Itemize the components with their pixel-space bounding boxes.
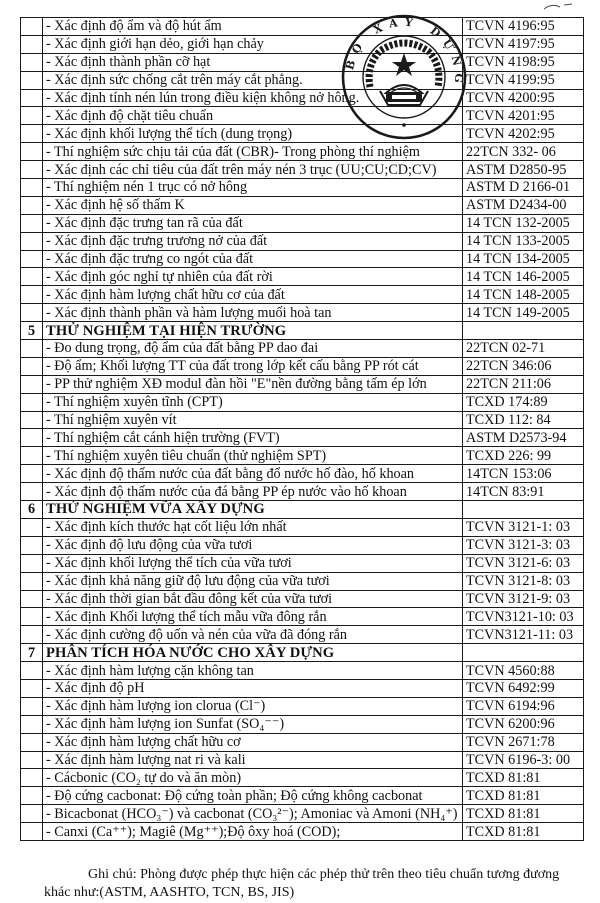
standard-code-cell: 14 TCN 132-2005	[463, 214, 584, 232]
standard-code-cell: TCVN 3121-8: 03	[463, 572, 584, 590]
row-number-cell	[21, 143, 43, 161]
table-row	[21, 787, 584, 805]
standard-code-cell: 14 TCN 149-2005	[463, 304, 584, 322]
table-row	[21, 626, 584, 644]
table-row	[21, 196, 584, 214]
standard-code-cell: 14TCN 153:06	[463, 465, 584, 483]
standard-code-cell: TCVN 3121-1: 03	[463, 518, 584, 536]
standard-code-cell: 14 TCN 134-2005	[463, 250, 584, 268]
table-row	[21, 179, 584, 197]
row-number-cell: 5	[21, 322, 43, 340]
row-number-cell	[21, 286, 43, 304]
table-row	[21, 483, 584, 501]
test-name-cell: - Xác định thành phần cỡ hạt	[43, 53, 463, 71]
standard-code-cell	[463, 322, 584, 340]
table-row	[21, 375, 584, 393]
test-name-cell: - Xác định đặc trưng co ngót của đất	[43, 250, 463, 268]
table-row	[21, 733, 584, 751]
row-number-cell	[21, 214, 43, 232]
test-name-cell: - Xác định hàm lượng ion Sunfat (SO₄⁻⁻)	[43, 715, 463, 733]
pen-mark-icon	[540, 0, 580, 12]
standard-code-cell: TCVN 4200:95	[463, 89, 584, 107]
row-number-cell	[21, 715, 43, 733]
row-number-cell	[21, 662, 43, 680]
standard-code-cell: TCVN 2671:78	[463, 733, 584, 751]
test-name-cell: - Cácbonic (CO₂ tự do và ăn mòn)	[43, 769, 463, 787]
test-name-cell: - PP thử nghiệm XĐ modul đàn hồi "E"nền đường bằng tấm ép lớn	[43, 375, 463, 393]
row-number-cell	[21, 53, 43, 71]
test-name-cell: - Thí nghiệm cắt cánh hiện trường (FVT)	[43, 429, 463, 447]
row-number-cell	[21, 787, 43, 805]
test-name-cell: - Thí nghiệm xuyên tĩnh (CPT)	[43, 393, 463, 411]
table-row	[21, 107, 584, 125]
test-name-cell: - Xác định kích thước hạt cốt liệu lớn nhất	[43, 518, 463, 536]
standard-code-cell: TCVN 3121-6: 03	[463, 554, 584, 572]
standard-code-cell: TCXD 81:81	[463, 805, 584, 823]
stamp-ring-text: BỘ XÂY DỰNG	[343, 15, 466, 91]
standard-code-cell	[463, 644, 584, 662]
row-number-cell	[21, 465, 43, 483]
test-name-cell: - Xác định góc nghỉ tự nhiên của đất rời	[43, 268, 463, 286]
row-number-cell	[21, 626, 43, 644]
standard-code-cell: TCXD 81:81	[463, 787, 584, 805]
table-row	[21, 679, 584, 697]
table-row	[21, 35, 584, 53]
row-number-cell	[21, 447, 43, 465]
row-number-cell	[21, 679, 43, 697]
row-number-cell	[21, 751, 43, 769]
row-number-cell	[21, 375, 43, 393]
row-number-cell	[21, 357, 43, 375]
standard-code-cell: 14 TCN 133-2005	[463, 232, 584, 250]
row-number-cell	[21, 89, 43, 107]
table-row	[21, 161, 584, 179]
table-row	[21, 250, 584, 268]
row-number-cell	[21, 18, 43, 36]
row-number-cell	[21, 608, 43, 626]
test-name-cell: - Đo dung trọng, độ ẩm của đất bằng PP dao đai	[43, 340, 463, 358]
row-number-cell	[21, 518, 43, 536]
standard-code-cell: ASTM D2434-00	[463, 196, 584, 214]
table-row	[21, 393, 584, 411]
table-row	[21, 18, 584, 36]
table-row	[21, 357, 584, 375]
standard-code-cell	[463, 501, 584, 519]
table-row	[21, 286, 584, 304]
test-name-cell: - Xác định thành phần và hàm lượng muối hoà tan	[43, 304, 463, 322]
test-name-cell: - Bicacbonat (HCO₃⁻) và cacbonat (CO₃²⁻); Amoniac và Amoni (NH₄⁺)	[43, 805, 463, 823]
standard-code-cell: TCVN3121-10: 03	[463, 608, 584, 626]
standard-code-cell: 14 TCN 148-2005	[463, 286, 584, 304]
test-name-cell: - Xác định độ chặt tiêu chuẩn	[43, 107, 463, 125]
test-name-cell: - Độ ẩm; Khối lượng TT của đất trong lớp kết cấu bằng PP rót cát	[43, 357, 463, 375]
table-row	[21, 125, 584, 143]
standard-code-cell: TCVN 4196:95	[463, 18, 584, 36]
standard-code-cell: ASTM D 2166-01	[463, 179, 584, 197]
table-row	[21, 429, 584, 447]
standard-code-cell: TCVN 4197:95	[463, 35, 584, 53]
row-number-cell	[21, 107, 43, 125]
standard-code-cell: 22TCN 332- 06	[463, 143, 584, 161]
table-row	[21, 411, 584, 429]
test-name-cell: - Xác định hàm lượng nat ri và kali	[43, 751, 463, 769]
test-name-cell: - Xác định hàm lượng cặn không tan	[43, 662, 463, 680]
row-number-cell	[21, 393, 43, 411]
table-row	[21, 715, 584, 733]
test-name-cell: - Xác định hệ số thấm K	[43, 196, 463, 214]
row-number-cell	[21, 71, 43, 89]
table-row	[21, 608, 584, 626]
test-name-cell: - Xác định Khối lượng thể tích mẫu vữa đông rắn	[43, 608, 463, 626]
standard-code-cell: TCXD 174:89	[463, 393, 584, 411]
standard-code-cell: 22TCN 346:06	[463, 357, 584, 375]
table-row	[21, 71, 584, 89]
test-name-cell: - Xác định độ thấm nước của đất bằng đổ nước hố đào, hố khoan	[43, 465, 463, 483]
row-number-cell	[21, 429, 43, 447]
test-name-cell: - Xác định độ ẩm và độ hút ẩm	[43, 18, 463, 36]
standard-code-cell: TCXD 226: 99	[463, 447, 584, 465]
standard-code-cell: TCVN 4202:95	[463, 125, 584, 143]
test-name-cell: - Xác định các chỉ tiêu của đất trên máy nén 3 trục (UU;CU;CD;CV)	[43, 161, 463, 179]
table-row	[21, 823, 584, 841]
section-header-row	[21, 501, 584, 519]
row-number-cell	[21, 536, 43, 554]
row-number-cell: 6	[21, 501, 43, 519]
row-number-cell	[21, 250, 43, 268]
row-number-cell	[21, 554, 43, 572]
standard-code-cell: TCVN 4199:95	[463, 71, 584, 89]
table-row	[21, 214, 584, 232]
test-name-cell: - Xác định sức chống cắt trên máy cắt phẳng.	[43, 71, 463, 89]
test-name-cell: - Xác định cường độ uốn và nén của vữa đã đóng rắn	[43, 626, 463, 644]
test-name-cell: - Xác định độ pH	[43, 679, 463, 697]
row-number-cell	[21, 304, 43, 322]
row-number-cell: 7	[21, 644, 43, 662]
row-number-cell	[21, 769, 43, 787]
test-name-cell: - Xác định thời gian bắt đầu đông kết của vữa tươi	[43, 590, 463, 608]
table-row	[21, 53, 584, 71]
row-number-cell	[21, 268, 43, 286]
standard-code-cell: 14TCN 83:91	[463, 483, 584, 501]
standards-table	[20, 17, 584, 841]
standard-code-cell: TCVN 3121-3: 03	[463, 536, 584, 554]
test-name-cell: - Canxi (Ca⁺⁺); Magiê (Mg⁺⁺);Độ ôxy hoá (COD);	[43, 823, 463, 841]
section-title-cell: PHÂN TÍCH HÓA NƯỚC CHO XÂY DỰNG	[43, 644, 463, 662]
standard-code-cell: 22TCN 211:06	[463, 375, 584, 393]
test-name-cell: - Xác định giới hạn dẻo, giới hạn chảy	[43, 35, 463, 53]
test-name-cell: - Xác định hàm lượng ion clorua (Cl⁻)	[43, 697, 463, 715]
section-title-cell: THỬ NGHIỆM TẠI HIỆN TRƯỜNG	[43, 322, 463, 340]
test-name-cell: - Thí nghiệm sức chịu tải của đất (CBR)- Trong phòng thí nghiệm	[43, 143, 463, 161]
standard-code-cell: TCVN 6194:96	[463, 697, 584, 715]
row-number-cell	[21, 697, 43, 715]
standard-code-cell: 14 TCN 146-2005	[463, 268, 584, 286]
table-row	[21, 143, 584, 161]
standard-code-cell: TCXD 112: 84	[463, 411, 584, 429]
table-row	[21, 340, 584, 358]
test-name-cell: - Xác định hàm lượng chất hữu cơ của đất	[43, 286, 463, 304]
table-row	[21, 697, 584, 715]
test-name-cell: - Thí nghiệm xuyên vít	[43, 411, 463, 429]
table-row	[21, 89, 584, 107]
row-number-cell	[21, 411, 43, 429]
table-row	[21, 590, 584, 608]
section-title-cell: THỬ NGHIỆM VỮA XÂY DỰNG	[43, 501, 463, 519]
row-number-cell	[21, 232, 43, 250]
standard-code-cell: TCVN 4198:95	[463, 53, 584, 71]
row-number-cell	[21, 572, 43, 590]
table-row	[21, 751, 584, 769]
table-row	[21, 572, 584, 590]
test-name-cell: - Thí nghiệm nén 1 trục có nở hông	[43, 179, 463, 197]
standard-code-cell: TCVN 6492:99	[463, 679, 584, 697]
section-header-row	[21, 644, 584, 662]
standard-code-cell: TCVN3121-11: 03	[463, 626, 584, 644]
row-number-cell	[21, 125, 43, 143]
test-name-cell: - Xác định khối lượng thể tích của vữa tươi	[43, 554, 463, 572]
test-name-cell: - Xác định tính nén lún trong điều kiện không nở hông.	[43, 89, 463, 107]
standard-code-cell: TCXD 81:81	[463, 769, 584, 787]
table-row	[21, 554, 584, 572]
test-name-cell: - Xác định đặc trưng trương nở của đất	[43, 232, 463, 250]
test-name-cell: - Xác định đặc trưng tan rã của đất	[43, 214, 463, 232]
standard-code-cell: TCXD 81:81	[463, 823, 584, 841]
test-name-cell: - Độ cứng cacbonat: Độ cứng toàn phần; Độ cứng không cacbonat	[43, 787, 463, 805]
table-row	[21, 536, 584, 554]
standard-code-cell: TCVN 4560:88	[463, 662, 584, 680]
row-number-cell	[21, 340, 43, 358]
row-number-cell	[21, 196, 43, 214]
table-row	[21, 805, 584, 823]
table-row	[21, 232, 584, 250]
table-row	[21, 447, 584, 465]
row-number-cell	[21, 823, 43, 841]
standard-code-cell: ASTM D2850-95	[463, 161, 584, 179]
table-row	[21, 518, 584, 536]
test-name-cell: - Xác định khả năng giữ độ lưu động của vữa tươi	[43, 572, 463, 590]
row-number-cell	[21, 161, 43, 179]
standard-code-cell: TCVN 3121-9: 03	[463, 590, 584, 608]
row-number-cell	[21, 35, 43, 53]
standard-code-cell: TCVN 6196-3: 00	[463, 751, 584, 769]
test-name-cell: - Xác định khối lượng thể tích (dung trọng)	[43, 125, 463, 143]
footnote: Ghi chú: Phòng được phép thực hiện các phép thử trên theo tiêu chuẩn tương đương khác như:(ASTM, AASHTO, TCN, BS, JIS)	[44, 867, 560, 900]
table-row	[21, 662, 584, 680]
row-number-cell	[21, 805, 43, 823]
table-row	[21, 769, 584, 787]
table-row	[21, 268, 584, 286]
table-row	[21, 465, 584, 483]
standard-code-cell: TCVN 4201:95	[463, 107, 584, 125]
row-number-cell	[21, 590, 43, 608]
row-number-cell	[21, 483, 43, 501]
standard-code-cell: TCVN 6200:96	[463, 715, 584, 733]
section-header-row	[21, 322, 584, 340]
row-number-cell	[21, 733, 43, 751]
test-name-cell: - Xác định độ thấm nước của đá bằng PP ép nước vào hố khoan	[43, 483, 463, 501]
test-name-cell: - Thí nghiệm xuyên tiêu chuẩn (thử nghiệm SPT)	[43, 447, 463, 465]
test-name-cell: - Xác định hàm lượng chất hữu cơ	[43, 733, 463, 751]
test-name-cell: - Xác định độ lưu động của vữa tươi	[43, 536, 463, 554]
standards-table-body	[21, 18, 584, 841]
standard-code-cell: 22TCN 02-71	[463, 340, 584, 358]
table-row	[21, 304, 584, 322]
row-number-cell	[21, 179, 43, 197]
standard-code-cell: ASTM D2573-94	[463, 429, 584, 447]
